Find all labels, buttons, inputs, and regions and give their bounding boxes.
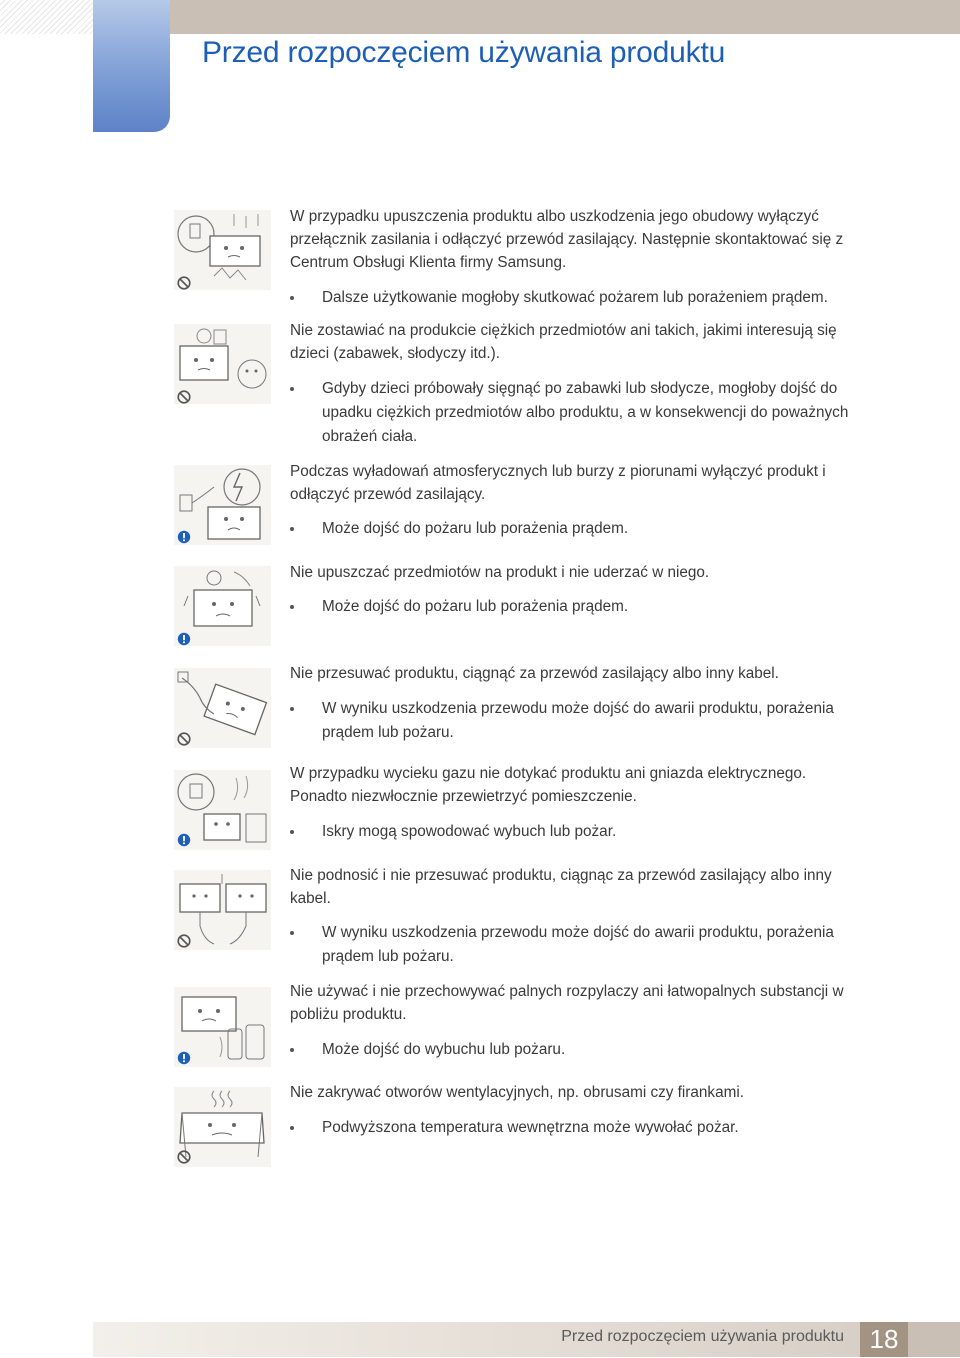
prohibited-icon: [177, 390, 191, 404]
caution-icon: [177, 530, 191, 544]
section-8-bullet-1: Może dojść do wybuchu lub pożaru.: [322, 1038, 862, 1062]
page-title: Przed rozpoczęciem używania produktu: [202, 36, 726, 69]
section-6-bullet-1: Iskry mogą spowodować wybuch lub pożar.: [322, 820, 862, 844]
chapter-tab: [93, 0, 170, 132]
corner-hatch: [0, 0, 93, 34]
section-8-text: Nie używać i nie przechowywać palnych rozpylaczy ani łatwopalnych substancji w pobliżu produktu.: [290, 983, 844, 1023]
caution-icon: [177, 1051, 191, 1065]
prohibited-icon: [177, 732, 191, 746]
section-3-bullet-1: Może dojść do pożaru lub porażenia prądem.: [322, 517, 862, 541]
section-5-bullet-1: W wyniku uszkodzenia przewodu może dojść do awarii produktu, porażenia prądem lub pożaru.: [322, 697, 862, 745]
section-2-bullet-1: Gdyby dzieci próbowały sięgnąć po zabawki lub słodycze, mogłoby dojść do upadku ciężkich przedmiotów albo produktu, a w konsekwencji do poważnych obrażeń ciała.: [322, 377, 862, 449]
section-2-text: Nie zostawiać na produkcie ciężkich przedmiotów ani takich, jakimi interesują się dzieci (zabawek, słodyczy itd.).: [290, 322, 837, 362]
section-7-text: Nie podnosić i nie przesuwać produktu, ciągnąc za przewód zasilający albo inny kabel.: [290, 867, 832, 907]
section-1-bullet-1: Dalsze użytkowanie mogłoby skutkować pożarem lub porażeniem prądem.: [322, 286, 862, 310]
section-1-text: W przypadku upuszczenia produktu albo uszkodzenia jego obudowy wyłączyć przełącznik zasilania i odłączyć przewód zasilający. Następnie skontaktować się z Centrum Obsługi Klienta firmy Samsung.: [290, 208, 844, 271]
section-9-bullet-1: Podwyższona temperatura wewnętrzna może wywołać pożar.: [322, 1116, 862, 1140]
section-6-text: W przypadku wycieku gazu nie dotykać produktu ani gniazda elektrycznego. Ponadto niezwłocznie przewietrzyć pomieszczenie.: [290, 765, 807, 805]
page-number: 18: [860, 1322, 908, 1357]
section-7-bullet-1: W wyniku uszkodzenia przewodu może dojść do awarii produktu, porażenia prądem lub pożaru.: [322, 921, 862, 969]
prohibited-icon: [177, 1150, 191, 1164]
top-bar: [170, 0, 960, 34]
section-4-text: Nie upuszczać przedmiotów na produkt i nie uderzać w niego.: [290, 564, 710, 581]
section-9-text: Nie zakrywać otworów wentylacyjnych, np. obrusami czy firankami.: [290, 1084, 744, 1101]
section-4-bullet-1: Może dojść do pożaru lub porażenia prądem.: [322, 595, 862, 619]
caution-icon: [177, 632, 191, 646]
section-3-text: Podczas wyładowań atmosferycznych lub burzy z piorunami wyłączyć produkt i odłączyć przewód zasilający.: [290, 463, 826, 503]
footer-strip: [908, 1322, 960, 1357]
prohibited-icon: [177, 276, 191, 290]
footer-section-title: Przed rozpoczęciem używania produktu: [561, 1328, 844, 1345]
section-5-text: Nie przesuwać produktu, ciągnąć za przewód zasilający albo inny kabel.: [290, 665, 779, 682]
caution-icon: [177, 833, 191, 847]
prohibited-icon: [177, 934, 191, 948]
